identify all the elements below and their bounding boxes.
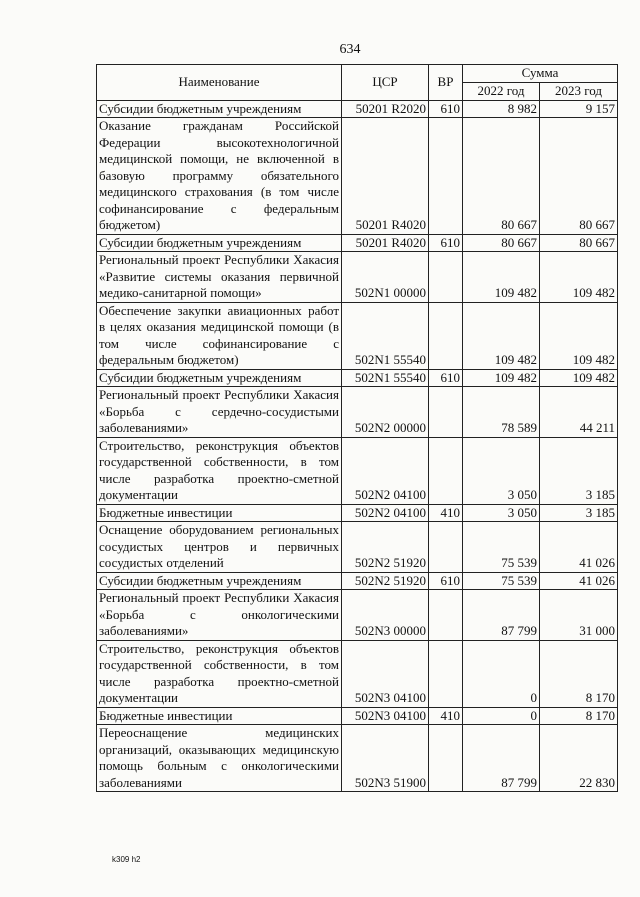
table-row	[97, 100, 618, 118]
row-sum-2023: 3 185	[540, 504, 618, 522]
row-vr	[429, 302, 463, 369]
row-sum-2022: 80 667	[463, 234, 540, 252]
row-vr	[429, 522, 463, 573]
table-row	[97, 252, 618, 303]
row-sum-2022: 3 050	[463, 437, 540, 504]
row-name: Оснащение оборудованием региональных сосудистых центров и первичных сосудистых отделений	[97, 522, 342, 573]
row-name: Субсидии бюджетным учреждениям	[97, 100, 342, 118]
header-name: Наименование	[97, 65, 342, 101]
header-csr: ЦСР	[342, 65, 429, 101]
row-sum-2023: 80 667	[540, 234, 618, 252]
row-sum-2023: 9 157	[540, 100, 618, 118]
row-name: Строительство, реконструкция объектов государственной собственности, в том числе разработка проектно-сметной документации	[97, 437, 342, 504]
row-sum-2022: 75 539	[463, 572, 540, 590]
row-sum-2022: 3 050	[463, 504, 540, 522]
row-vr: 610	[429, 369, 463, 387]
row-csr: 502N3 04100	[342, 707, 429, 725]
row-sum-2023: 8 170	[540, 640, 618, 707]
row-csr: 50201 R2020	[342, 100, 429, 118]
row-sum-2022: 8 982	[463, 100, 540, 118]
row-vr: 610	[429, 572, 463, 590]
table-row	[97, 725, 618, 792]
row-name: Переоснащение медицинских организаций, оказывающих медицинскую помощь больным с онкологическими заболеваниями	[97, 725, 342, 792]
row-name: Региональный проект Республики Хакасия «Борьба с онкологическими заболеваниями»	[97, 590, 342, 641]
row-csr: 502N2 00000	[342, 387, 429, 438]
row-vr	[429, 640, 463, 707]
table-row	[97, 640, 618, 707]
row-name: Субсидии бюджетным учреждениям	[97, 369, 342, 387]
row-sum-2022: 87 799	[463, 725, 540, 792]
row-name: Субсидии бюджетным учреждениям	[97, 572, 342, 590]
row-csr: 502N2 51920	[342, 522, 429, 573]
row-csr: 502N2 51920	[342, 572, 429, 590]
row-vr: 410	[429, 504, 463, 522]
table-row	[97, 504, 618, 522]
row-csr: 502N3 04100	[342, 640, 429, 707]
row-csr: 50201 R4020	[342, 118, 429, 235]
row-sum-2022: 75 539	[463, 522, 540, 573]
row-sum-2023: 80 667	[540, 118, 618, 235]
table-row	[97, 437, 618, 504]
row-sum-2023: 41 026	[540, 572, 618, 590]
row-name: Региональный проект Республики Хакасия «Развитие системы оказания первичной медико-санитарной помощи»	[97, 252, 342, 303]
row-name: Субсидии бюджетным учреждениям	[97, 234, 342, 252]
row-sum-2022: 78 589	[463, 387, 540, 438]
row-csr: 502N2 04100	[342, 504, 429, 522]
row-sum-2023: 8 170	[540, 707, 618, 725]
row-csr: 502N1 55540	[342, 302, 429, 369]
row-csr: 502N2 04100	[342, 437, 429, 504]
row-sum-2022: 109 482	[463, 369, 540, 387]
header-vr: ВР	[429, 65, 463, 101]
row-name: Оказание гражданам Российской Федерации высокотехнологичной медицинской помощи, не включенной в базовую программу обязательного медицинского страхования (в том числе софинансирование с федеральным бюджетом)	[97, 118, 342, 235]
row-sum-2022: 0	[463, 640, 540, 707]
row-name: Строительство, реконструкция объектов государственной собственности, в том числе разработка проектно-сметной документации	[97, 640, 342, 707]
row-name: Бюджетные инвестиции	[97, 707, 342, 725]
row-vr	[429, 252, 463, 303]
row-vr: 610	[429, 234, 463, 252]
table-row	[97, 572, 618, 590]
row-sum-2023: 109 482	[540, 369, 618, 387]
table-row	[97, 118, 618, 235]
row-vr	[429, 725, 463, 792]
table-row	[97, 707, 618, 725]
row-sum-2022: 80 667	[463, 118, 540, 235]
page-number: 634	[339, 42, 361, 57]
row-sum-2022: 87 799	[463, 590, 540, 641]
row-sum-2023: 31 000	[540, 590, 618, 641]
row-sum-2023: 44 211	[540, 387, 618, 438]
row-csr: 502N3 51900	[342, 725, 429, 792]
table-row	[97, 387, 618, 438]
row-csr: 50201 R4020	[342, 234, 429, 252]
row-csr: 502N3 00000	[342, 590, 429, 641]
row-vr: 410	[429, 707, 463, 725]
row-csr: 502N1 00000	[342, 252, 429, 303]
header-year-2022: 2022 год	[463, 83, 540, 101]
row-name: Региональный проект Республики Хакасия «Борьба с сердечно-сосудистыми заболеваниями»	[97, 387, 342, 438]
budget-table	[96, 64, 618, 792]
row-vr	[429, 118, 463, 235]
row-sum-2022: 109 482	[463, 302, 540, 369]
row-vr	[429, 437, 463, 504]
table-row	[97, 522, 618, 573]
table-row	[97, 590, 618, 641]
footer-code: k309 h2	[112, 855, 141, 864]
row-csr: 502N1 55540	[342, 369, 429, 387]
table-row	[97, 234, 618, 252]
header-sum: Сумма	[463, 65, 618, 83]
row-vr: 610	[429, 100, 463, 118]
row-sum-2023: 22 830	[540, 725, 618, 792]
header-year-2023: 2023 год	[540, 83, 618, 101]
table-row	[97, 302, 618, 369]
row-vr	[429, 590, 463, 641]
row-vr	[429, 387, 463, 438]
row-sum-2023: 41 026	[540, 522, 618, 573]
row-sum-2023: 3 185	[540, 437, 618, 504]
row-name: Бюджетные инвестиции	[97, 504, 342, 522]
row-sum-2023: 109 482	[540, 302, 618, 369]
row-name: Обеспечение закупки авиационных работ в целях оказания медицинской помощи (в том числе софинансирование с федеральным бюджетом)	[97, 302, 342, 369]
table-row	[97, 369, 618, 387]
row-sum-2022: 109 482	[463, 252, 540, 303]
row-sum-2023: 109 482	[540, 252, 618, 303]
row-sum-2022: 0	[463, 707, 540, 725]
